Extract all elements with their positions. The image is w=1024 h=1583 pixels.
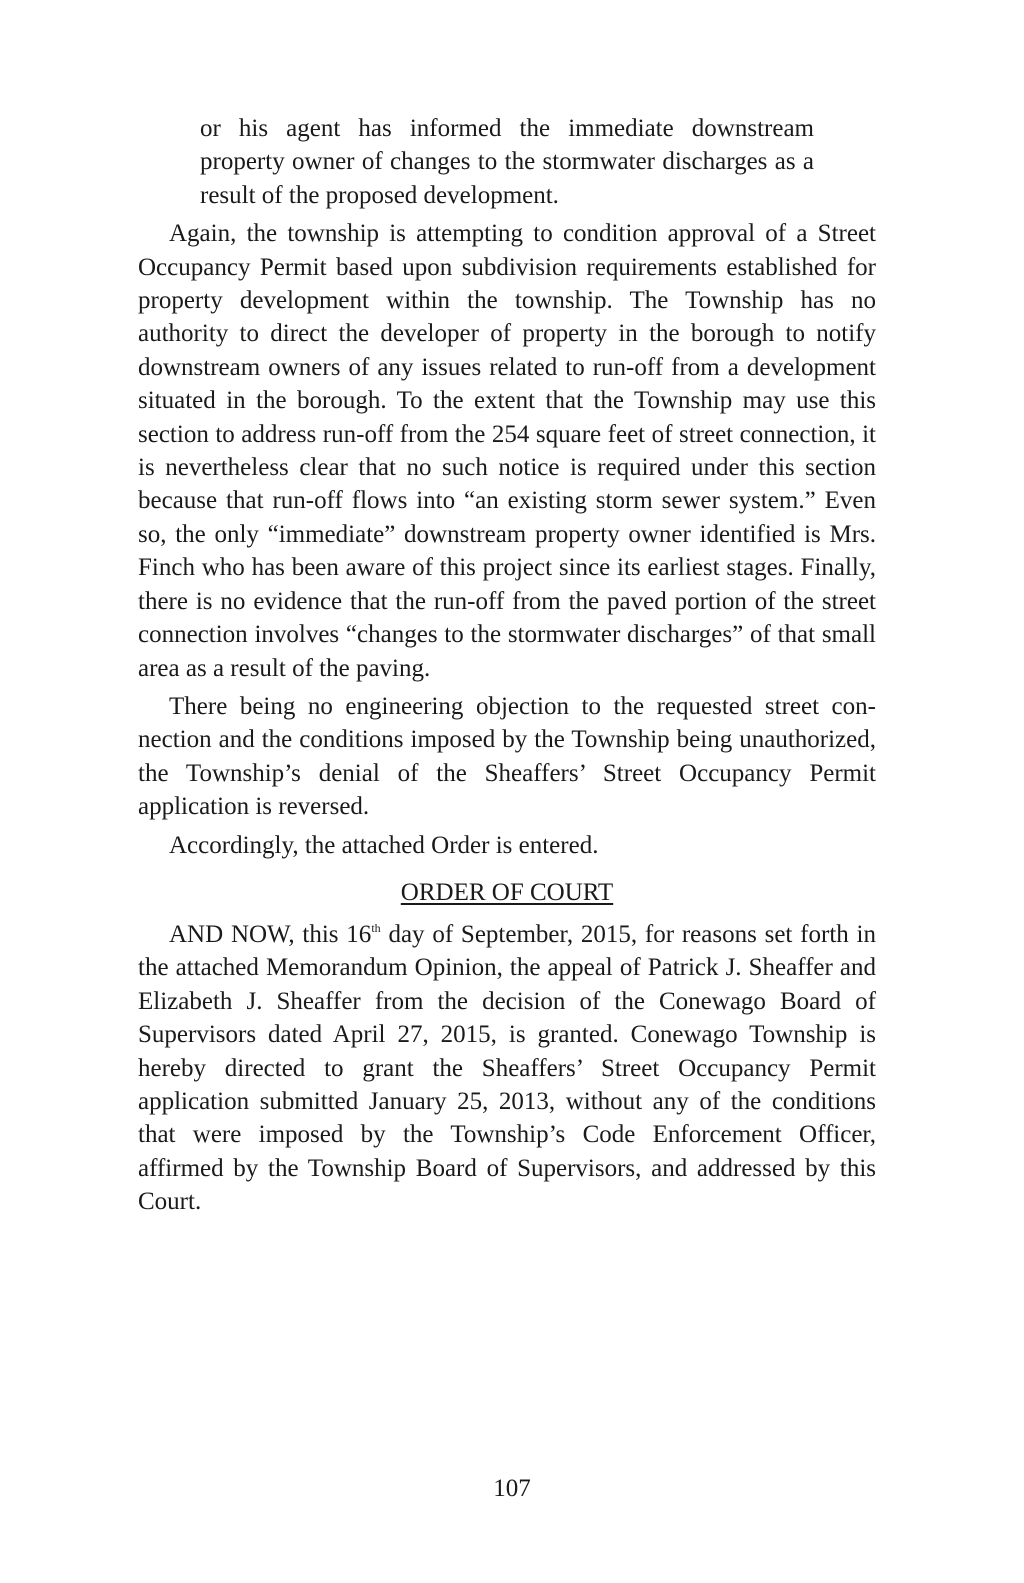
- page-number: 107: [493, 1475, 531, 1502]
- order-heading-text: ORDER OF COURT: [400, 878, 614, 906]
- order-text-rest: day of September, 2015, for reasons set forth in the attached Memorandum Opinion, the appeal of Patrick J. Sheaffer and Elizabeth J. Sheaffer from the decision of the Conewago Board of Supervisors dated April 27, 2015, is granted. Conewago Township is hereby directed to grant the Sheaffers’ Street Occupancy Permit application submitted January 25, 2013, without any of the conditions that were imposed by the Township’s Code Enforcement Officer, affirmed by the Township Board of Supervisors, and addressed by this Court.: [138, 920, 876, 1216]
- paragraph-order-of-court: [138, 918, 876, 1219]
- ordinal-suffix: th: [371, 920, 381, 935]
- paragraph-denial-reversed: There being no engineering objection to the requested street connection and the conditions imposed by the Township being unauthorized, the Township’s denial of the Sheaffers’ Street Occupancy Permit application is reversed.: [138, 692, 876, 821]
- paragraph-township-conditions: Again, the township is attempting to condition approval of a Street Occupancy Permit based upon subdivision requirements established for property development within the township. The Township has no authority to direct the developer of property in the borough to notify downstream owners of any issues related to run-off from a development situated in the borough. To the extent that the Township may use this section to address run-off from the 254 square feet of street connection, it is nevertheless clear that no such notice is required under this section because that run-off flows into “an existing storm sewer system.” Even so, the only “immediate” downstream property owner identified is Mrs. Finch who has been aware of this project since its earliest stages. Finally, there is no evidence that the run-off from the paved portion of the street connection involves “changes to the stormwater discharges” of that small area as a result of the paving.: [138, 220, 876, 682]
- order-text-start: AND NOW, this 16: [169, 920, 372, 948]
- block-quote: or his agent has informed the immediate downstream property owner of changes to the stormwater discharges as a result of the proposed development.: [200, 115, 814, 209]
- paragraph-order-entered: Accordingly, the attached Order is entered.: [169, 831, 599, 859]
- order-heading: [138, 876, 876, 909]
- document-page: [138, 112, 876, 1219]
